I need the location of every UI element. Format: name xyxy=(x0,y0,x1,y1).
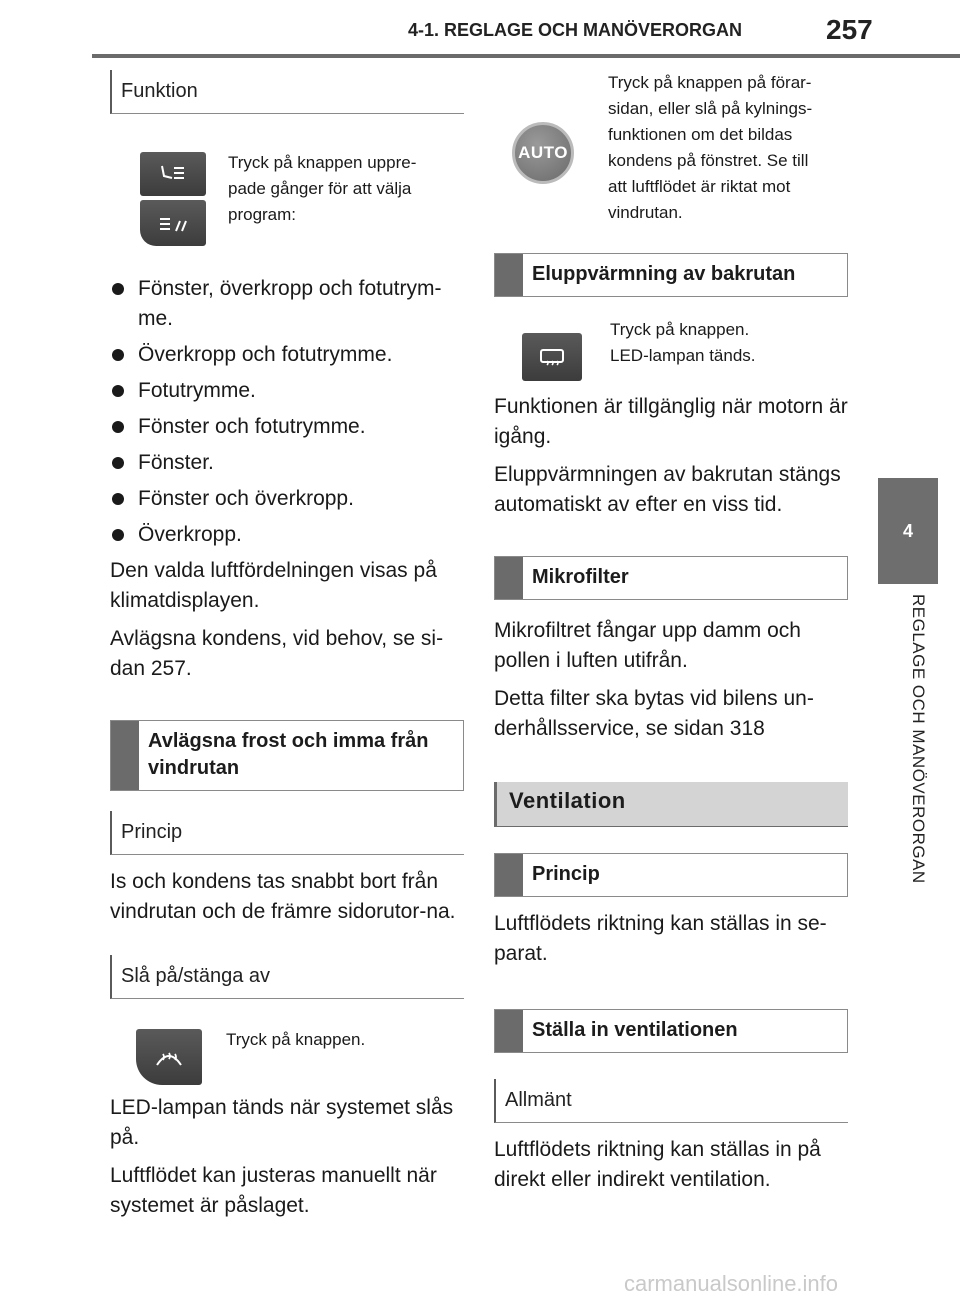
auto-off-paragraph: Eluppvärmningen av bakrutan stängs automatiskt av efter en viss tid. xyxy=(494,463,841,516)
seat-air-distribution-button-icon xyxy=(140,152,206,196)
manual-paragraph: Luftflödet kan justeras manuellt när systemet är påslaget. xyxy=(110,1164,437,1217)
general-heading: Allmänt xyxy=(494,1079,848,1123)
rear-defrost-icon xyxy=(538,346,566,368)
list-item: Fönster och överkropp. xyxy=(110,484,464,514)
watermark: carmanualsonline.info xyxy=(624,1271,839,1296)
frost-heading: Avlägsna frost och imma från vindrutan xyxy=(110,720,464,791)
windshield-airflow-icon xyxy=(156,211,190,235)
list-item: Överkropp och fotutrymme. xyxy=(110,340,464,370)
defrost-button-row xyxy=(136,1029,464,1085)
ventilation-princip-paragraph: Luftflödets riktning kan ställas in se-parat. xyxy=(494,912,827,965)
windshield-defrost-button-icon xyxy=(136,1029,202,1085)
auto-button-icon: AUTO xyxy=(512,122,574,184)
list-item: Fönster och fotutrymme. xyxy=(110,412,464,442)
rear-defrost-instruction: Tryck på knappen. LED-lampan tänds. xyxy=(610,320,756,365)
page-number: 257 xyxy=(826,14,873,45)
seat-airflow-icon xyxy=(156,162,190,186)
auto-button-row xyxy=(494,70,848,226)
chapter-tab xyxy=(878,478,938,584)
list-item: Fönster. xyxy=(110,448,464,478)
ventilation-heading: Ventilation xyxy=(494,782,848,827)
windshield-air-distribution-button-icon xyxy=(140,200,206,246)
program-instruction: Tryck på knappen uppre- pade gånger för att välja program: xyxy=(228,153,417,224)
chapter-label: REGLAGE OCH MANÖVERORGAN xyxy=(909,594,928,884)
list-item: Fotutrymme. xyxy=(110,376,464,406)
defrost-instruction: Tryck på knappen. xyxy=(226,1030,366,1049)
microfilter-paragraph-2: Detta filter ska bytas vid bilens un-derhållsservice, se sidan 318 xyxy=(494,687,814,740)
rear-defrost-heading: Eluppvärmning av bakrutan xyxy=(494,253,848,297)
program-list xyxy=(110,274,464,550)
set-ventilation-heading: Ställa in ventilationen xyxy=(494,1009,848,1053)
microfilter-paragraph-1: Mikrofiltret fångar upp damm och pollen i luften utifrån. xyxy=(494,619,801,672)
auto-instruction: Tryck på knappen på förar- sidan, eller slå på kylnings- funktionen om det bildas kondens på fönstret. Se till att luftflödet är riktat mot vindrutan. xyxy=(608,73,813,222)
onoff-heading: Slå på/stänga av xyxy=(110,955,464,999)
microfilter-heading: Mikrofilter xyxy=(494,556,848,600)
ventilation-princip-heading: Princip xyxy=(494,853,848,897)
princip-heading: Princip xyxy=(110,811,464,855)
display-paragraph: Den valda luftfördelningen visas på klimatdisplayen. xyxy=(110,559,437,612)
led-paragraph: LED-lampan tänds när systemet slås på. xyxy=(110,1096,454,1149)
header-section-title: 4-1. REGLAGE OCH MANÖVERORGAN xyxy=(407,20,743,40)
program-button-row xyxy=(140,152,464,246)
engine-paragraph: Funktionen är tillgänglig när motorn är igång. xyxy=(494,395,848,448)
header-rule xyxy=(92,54,960,58)
rear-window-defrost-button-icon xyxy=(522,333,582,381)
list-item: Fönster, överkropp och fotutrym-me. xyxy=(110,274,464,334)
defrost-icon xyxy=(154,1045,184,1069)
condense-paragraph: Avlägsna kondens, vid behov, se si-dan 257. xyxy=(110,627,444,680)
general-paragraph: Luftflödets riktning kan ställas in på direkt eller indirekt ventilation. xyxy=(494,1138,821,1191)
princip-paragraph: Is och kondens tas snabbt bort från vindrutan och de främre sidorutor-na. xyxy=(110,870,456,923)
left-column xyxy=(110,70,464,1221)
funktion-heading: Funktion xyxy=(110,70,464,114)
chapter-number: 4 xyxy=(902,521,913,541)
list-item: Överkropp. xyxy=(110,520,464,550)
right-column xyxy=(494,70,848,1195)
rear-defrost-button-row xyxy=(522,317,848,381)
